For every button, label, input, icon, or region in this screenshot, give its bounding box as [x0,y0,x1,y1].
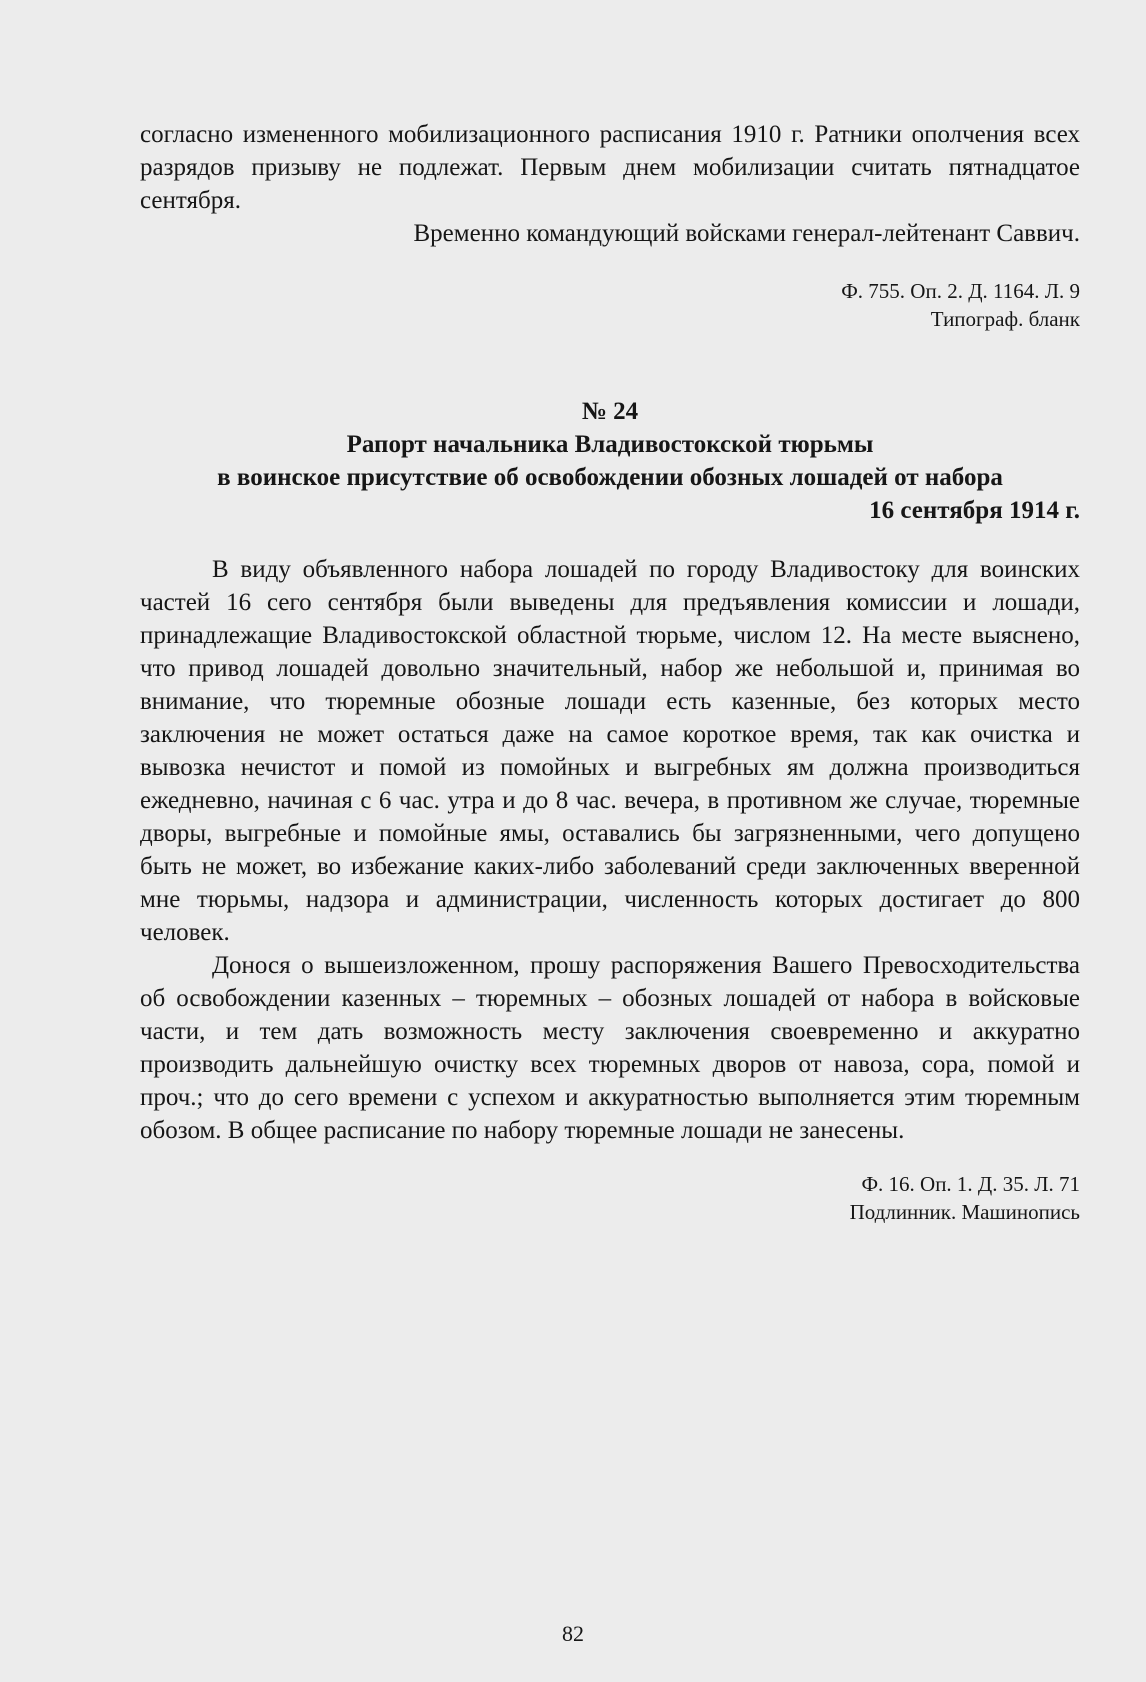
document-form-note: Типограф. бланк [930,307,1080,331]
document-body [140,553,1080,1147]
title-line-2: в воинское присутствие об освобождении обозных лошадей от набора [217,464,1003,491]
archive-citation: Ф. 755. Оп. 2. Д. 1164. Л. 9 [841,279,1080,303]
page-content [140,118,1080,1226]
body-paragraph-1: В виду объявленного набора лошадей по городу Владивостоку для воинских частей 16 сего сентября были выведены для предъявления комиссии и лошади, принадлежащие Владивостокской областной тюрьме, числом 12. На месте выяснено, что привод лошадей довольно значительный, набор же небольшой и, принимая во внимание, что тюремные обозные лошади есть казенные, без которых место заключения не может остаться даже на самое короткое время, так как очистка и вывозка нечистот и помой из помойных и выгребных ям должна производиться ежедневно, начиная с 6 час. утра и до 8 час. вечера, в противном же случае, тюремные дворы, выгребные и помойные ямы, оставались бы загрязненными, чего допущено быть не может, во избежание каких-либо заболеваний среди заключенных вверенной мне тюрьмы, надзора и администрации, численность которых достигает до 800 человек. [140,556,1080,946]
archive-reference-1 [140,277,1080,333]
archive-citation: Ф. 16. Оп. 1. Д. 35. Л. 71 [861,1172,1080,1196]
title-date: 16 сентября 1914 г. [869,497,1080,524]
document-number: № 24 [581,398,639,425]
signature-line: Временно командующий войсками генерал-лейтенант Саввич. [413,220,1080,247]
title-line-1: Рапорт начальника Владивостокской тюрьмы [346,431,874,458]
archive-reference-2 [140,1170,1080,1226]
page-number: 82 [562,1621,584,1646]
continuation-paragraph: согласно измененного мобилизационного расписания 1910 г. Ратники ополчения всех разрядов призыву не подлежат. Первым днем мобилизации считать пятнадцатое сентября. [140,121,1080,214]
document-title [140,428,1080,527]
document-form-note: Подлинник. Машинопись [849,1200,1080,1224]
body-paragraph-2: Донося о вышеизложенном, прошу распоряжения Вашего Превосходительства об освобождении казенных – тюремных – обозных лошадей от набора в войсковые части, и тем дать возможность месту заключения своевременно и аккуратно производить дальнейшую очистку всех тюремных дворов от навоза, сора, помой и проч.; что до сего времени с успехом и аккуратностью выполняется этим тюремным обозом. В общее расписание по набору тюремные лошади не занесены. [140,952,1080,1144]
